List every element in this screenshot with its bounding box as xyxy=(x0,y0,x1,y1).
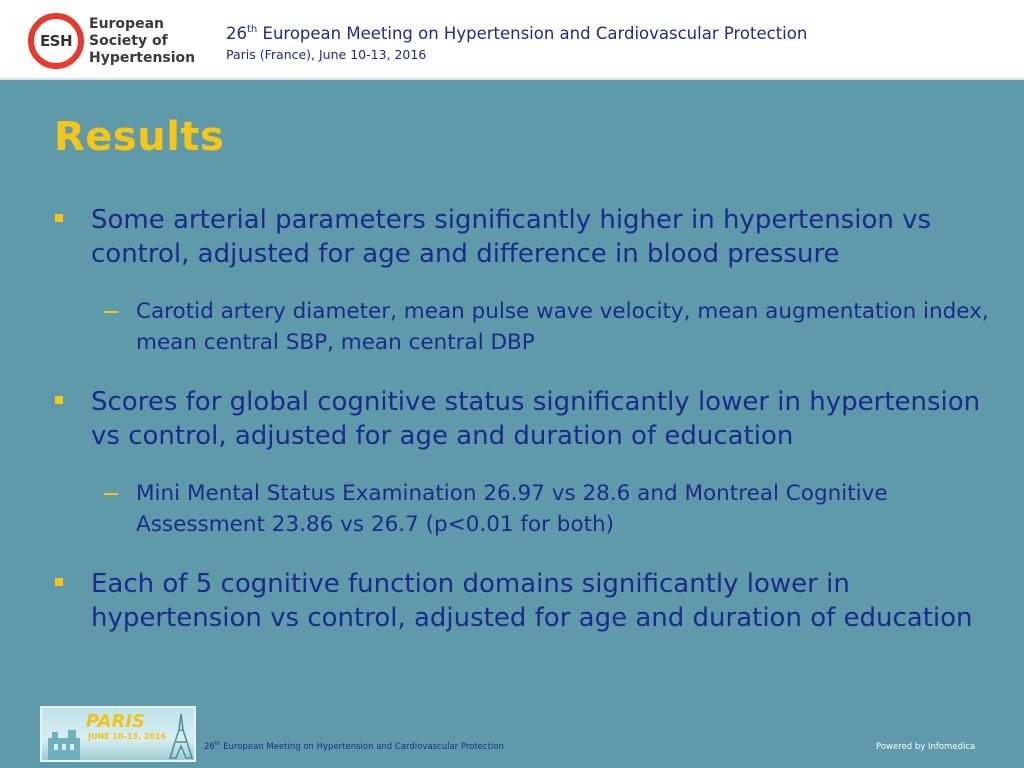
square-bullet-icon xyxy=(55,214,63,222)
conference-name: European Meeting on Hypertension and Cardiovascular Protection xyxy=(262,24,808,43)
bullet-list xyxy=(54,203,994,635)
slide-title: Results xyxy=(54,114,225,160)
sub-bullet-item xyxy=(54,296,994,358)
logo-line-1: European xyxy=(89,16,164,32)
dash-bullet-icon xyxy=(104,493,118,495)
bullet-text: Scores for global cognitive status significantly lower in hypertension vs control, adjusted for age and duration of education xyxy=(91,387,981,451)
conference-title xyxy=(226,24,807,43)
conference-location: Paris (France), June 10-13, 2016 xyxy=(226,47,427,62)
paris-event-thumbnail xyxy=(40,706,196,762)
logo-line-3: Hypertension xyxy=(89,50,196,66)
conference-ordinal-suffix: th xyxy=(247,24,258,35)
logo-wordmark xyxy=(89,16,195,67)
logo-abbreviation: ESH xyxy=(39,32,73,50)
footer-conference-title xyxy=(204,742,504,752)
footer-conference-name: European Meeting on Hypertension and Cardiovascular Protection xyxy=(223,742,504,752)
eiffel-tower-icon xyxy=(168,712,194,760)
bullet-item xyxy=(54,385,994,453)
bullet-item xyxy=(54,203,994,271)
footer-ordinal-suffix: th xyxy=(214,741,221,747)
header-bar xyxy=(0,0,1024,80)
bullet-text: Some arterial parameters significantly higher in hypertension vs control, adjusted for age and difference in blood pressure xyxy=(91,205,932,269)
square-bullet-icon xyxy=(55,578,63,586)
conference-number: 26 xyxy=(226,24,247,43)
bullet-item xyxy=(54,567,994,635)
logo-line-2: Society of xyxy=(89,33,168,49)
building-icon xyxy=(46,728,82,760)
bullet-text: Each of 5 cognitive function domains significantly lower in hypertension vs control, adjusted for age and duration of education xyxy=(91,569,973,633)
esh-logo xyxy=(27,12,197,70)
dash-bullet-icon xyxy=(104,311,118,313)
powered-by-credit: Powered by Infomedica xyxy=(876,742,976,752)
sub-bullet-text: Mini Mental Status Examination 26.97 vs 28.6 and Montreal Cognitive Assessment 23.86 vs 26.7 (p<0.01 for both) xyxy=(136,481,888,537)
thumbnail-dates: JUNE 10-13, 2016 xyxy=(88,732,167,741)
square-bullet-icon xyxy=(55,396,63,404)
footer-conference-number: 26 xyxy=(204,742,215,752)
sub-bullet-text: Carotid artery diameter, mean pulse wave velocity, mean augmentation index, mean central SBP, mean central DBP xyxy=(136,299,989,355)
thumbnail-title: PARIS xyxy=(86,711,145,732)
sub-bullet-item xyxy=(54,478,994,540)
